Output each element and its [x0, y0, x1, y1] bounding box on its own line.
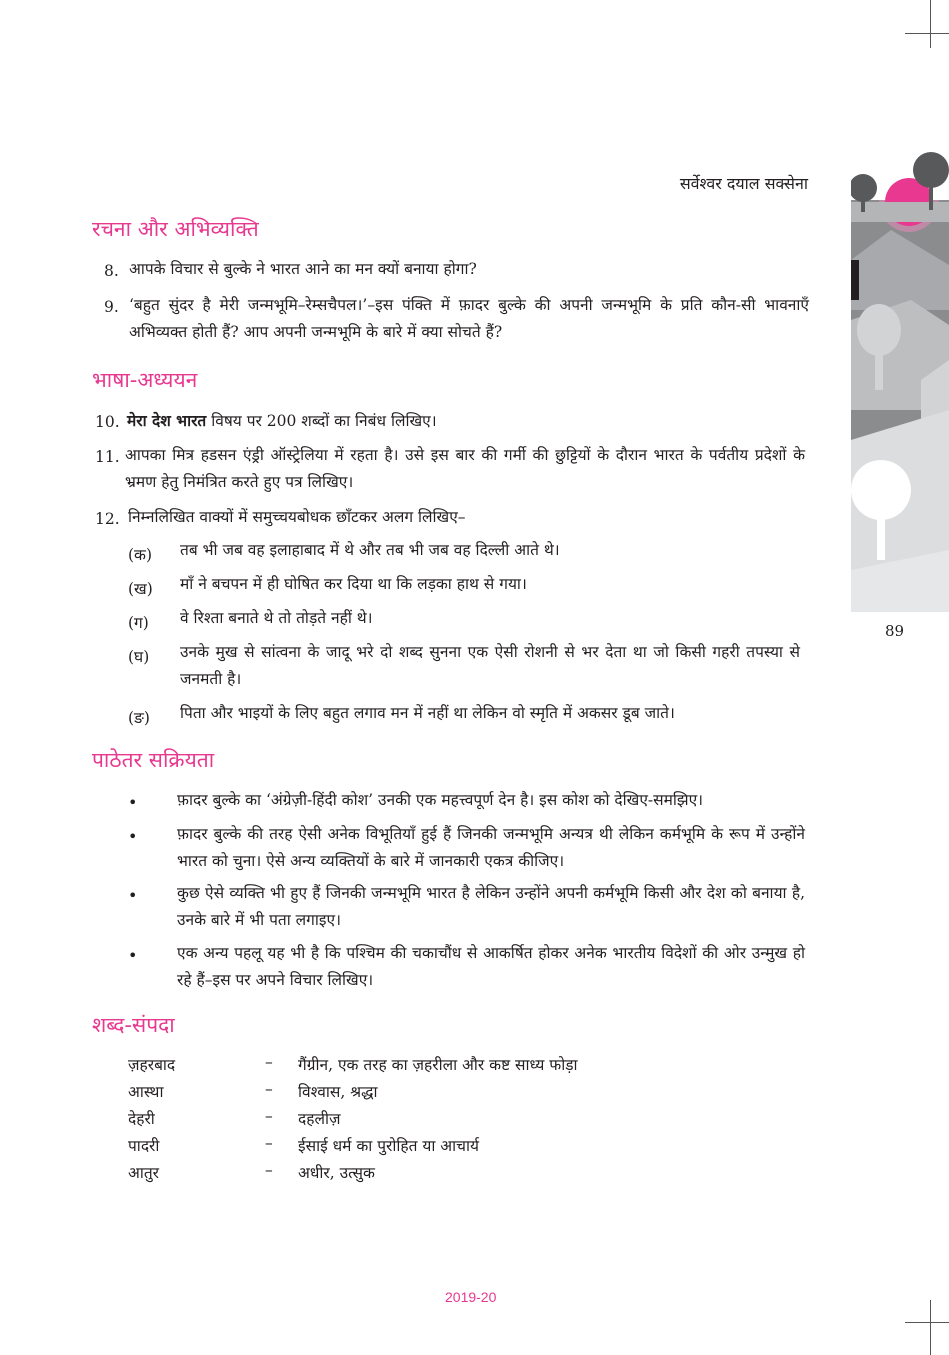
- section-heading-rachna: रचना और अभिव्यक्ति: [92, 217, 259, 241]
- activity-item: कुछ ऐसे व्यक्ति भी हुए हैं जिनकी जन्मभूमि भारत है लेकिन उन्होंने अपनी कर्मभूमि किसी और देश को बनाया है, उनके बारे में भी पता लगाइए।: [177, 884, 805, 929]
- question-text: आपका मित्र हडसन एंड्री ऑस्ट्रेलिया में रहता है। उसे इस बार की गर्मी की छुट्टियों के दौरान भारत के पर्वतीय प्रदेशों के भ्रमण हेतु निमंत्रित करते हुए पत्र लिखिए।: [125, 446, 805, 491]
- activity-item: एक अन्य पहलू यह भी है कि पश्चिम की चकाचौंध से आकर्षित होकर अनेक भारतीय विदेशों की ओर उन्मुख हो रहे हैं–इस पर अपने विचार लिखिए।: [177, 944, 805, 989]
- glossary-meaning: विश्वास, श्रद्धा: [298, 1083, 378, 1101]
- bullet-icon: •: [128, 827, 138, 846]
- question-text: ‘बहुत सुंदर है मेरी जन्मभूमि–रेम्सचैपल।’–इस पंक्ति में फ़ादर बुल्के की अपनी जन्मभूमि के प्रति कौन-सी भावनाएँ अभिव्यक्त होती हैं? आप अपनी जन्मभूमि के बारे में क्या सोचते हैं?: [129, 296, 809, 341]
- question-number: 8.: [104, 262, 119, 280]
- subitem-label: (क): [128, 546, 152, 564]
- glossary-word: आस्था: [128, 1083, 164, 1101]
- page-number: 89: [885, 622, 905, 640]
- glossary-dash: –: [265, 1080, 273, 1098]
- bullet-icon: •: [128, 946, 138, 965]
- subitem-text: उनके मुख से सांत्वना के जादू भरे दो शब्द सुनना एक ऐसी रोशनी से भर देता था जो किसी गहरी तपस्या से जनमती है।: [180, 643, 800, 688]
- crop-mark: [930, 0, 931, 48]
- question-text: आपके विचार से बुल्के ने भारत आने का मन क्यों बनाया होगा?: [129, 260, 477, 278]
- subitem-label: (घ): [128, 648, 150, 666]
- question-number: 10.: [95, 413, 120, 431]
- subitem-label: (ग): [128, 614, 149, 632]
- glossary-word: देहरी: [128, 1110, 155, 1128]
- footer-year: 2019-20: [445, 1289, 497, 1305]
- glossary-meaning: दहलीज़: [298, 1110, 341, 1128]
- sidebar-illustration: [851, 150, 949, 612]
- question-number: 11.: [95, 448, 120, 466]
- crop-mark: [930, 1300, 931, 1355]
- glossary-meaning: गैंग्रीन, एक तरह का ज़हरीला और कष्ट साध्य फोड़ा: [298, 1056, 578, 1074]
- glossary-word: पादरी: [128, 1137, 160, 1155]
- subitem-label: (ख): [128, 580, 153, 598]
- question-number: 9.: [104, 298, 119, 316]
- glossary-word: ज़हरबाद: [128, 1056, 176, 1074]
- subitem-text: माँ ने बचपन में ही घोषित कर दिया था कि लड़का हाथ से गया।: [180, 575, 527, 593]
- crop-mark: [905, 1322, 949, 1323]
- glossary-meaning: अधीर, उत्सुक: [298, 1164, 375, 1182]
- activity-item: फ़ादर बुल्के का ‘अंग्रेज़ी-हिंदी कोश’ उनकी एक महत्त्वपूर्ण देन है। इस कोश को देखिए-समझिए।: [177, 791, 704, 809]
- crop-mark: [905, 33, 949, 34]
- glossary-word: आतुर: [128, 1164, 160, 1182]
- activity-item: फ़ादर बुल्के की तरह ऐसी अनेक विभूतियाँ हुई हैं जिनकी जन्मभूमि अन्यत्र थी लेकिन कर्मभूमि के रूप में उन्होंने भारत को चुना। ऐसे अन्य व्यक्तियों के बारे में जानकारी एकत्र कीजिए।: [177, 825, 805, 870]
- section-heading-pathetar: पाठेतर सक्रियता: [92, 748, 215, 772]
- bullet-icon: •: [128, 793, 138, 812]
- question-text: निम्नलिखित वाक्यों में समुच्चयबोधक छाँटकर अलग लिखिए–: [128, 508, 466, 526]
- bullet-icon: •: [128, 886, 138, 905]
- question-number: 12.: [95, 510, 120, 528]
- essay-topic: मेरा देश भारत: [127, 411, 207, 430]
- section-heading-shabd: शब्द-संपदा: [92, 1013, 175, 1037]
- glossary-meaning: ईसाई धर्म का पुरोहित या आचार्य: [298, 1137, 479, 1155]
- subitem-text: पिता और भाइयों के लिए बहुत लगाव मन में नहीं था लेकिन वो स्मृति में अकसर डूब जाते।: [180, 704, 675, 722]
- author-name: सर्वेश्वर दयाल सक्सेना: [679, 174, 808, 193]
- glossary-dash: –: [265, 1134, 273, 1152]
- question-text: [127, 407, 807, 435]
- glossary-dash: –: [265, 1161, 273, 1179]
- glossary-dash: –: [265, 1053, 273, 1071]
- glossary-dash: –: [265, 1107, 273, 1125]
- question-text-rest: विषय पर 200 शब्दों का निबंध लिखिए।: [206, 412, 437, 430]
- subitem-text: तब भी जब वह इलाहाबाद में थे और तब भी जब वह दिल्ली आते थे।: [180, 541, 560, 559]
- section-heading-bhasha: भाषा-अध्ययन: [92, 368, 198, 392]
- subitem-label: (ङ): [128, 709, 150, 727]
- subitem-text: वे रिश्ता बनाते थे तो तोड़ते नहीं थे।: [180, 609, 373, 627]
